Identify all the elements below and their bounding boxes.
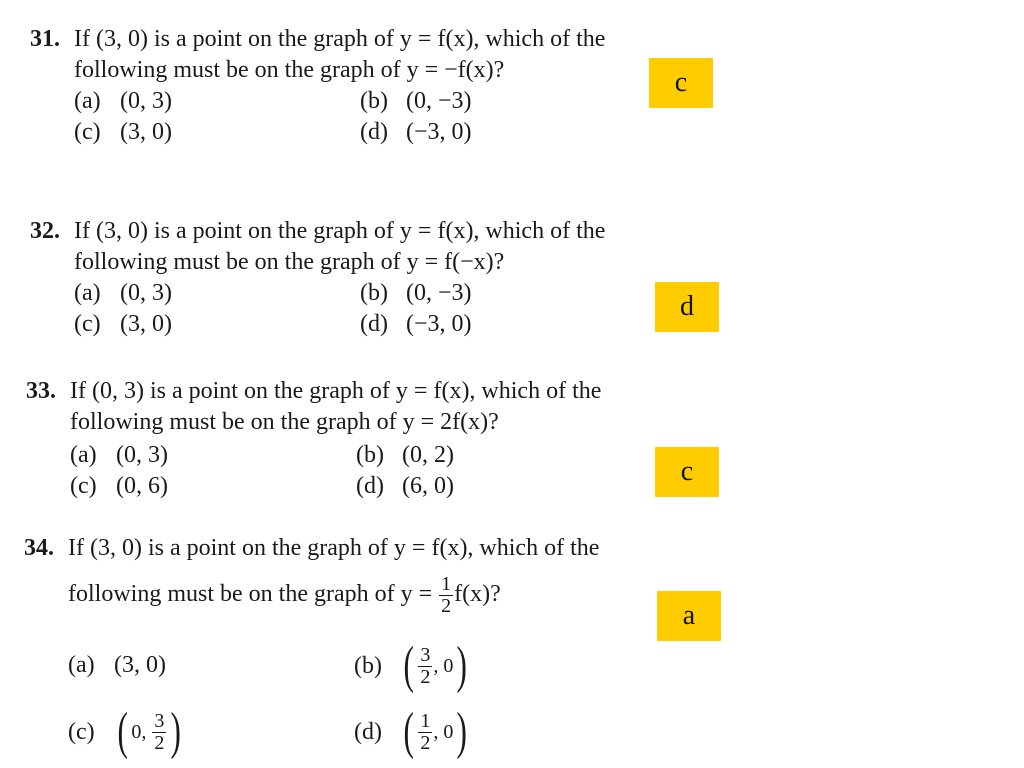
option-34-c xyxy=(68,703,185,760)
option-label: (c) xyxy=(68,718,95,745)
option-34-d xyxy=(354,703,471,760)
option-33-a xyxy=(70,440,168,471)
fraction xyxy=(418,645,432,688)
option-33-c xyxy=(70,471,168,502)
option-value: (0, 3) xyxy=(120,88,172,114)
answer-box-34: a xyxy=(657,591,721,641)
question-number: 33. xyxy=(26,378,56,404)
question-text: If (0, 3) is a point on the graph of y = f(x), which of the xyxy=(70,378,602,404)
question-31-line2: following must be on the graph of y = −f(x)? xyxy=(74,57,505,83)
fraction-numerator: 1 xyxy=(420,709,431,732)
option-value: (d) ( $\frac{1}{2}$ , 0 ) xyxy=(354,703,468,760)
option-label: (a) xyxy=(74,280,101,306)
question-33-line1 xyxy=(26,376,601,407)
option-label: (a) xyxy=(70,442,97,468)
option-value: (3, 0) xyxy=(120,311,172,337)
question-32 xyxy=(30,216,605,278)
option-value: (0, 3) xyxy=(116,442,168,468)
question-32-line2: following must be on the graph of y = f(−x)? xyxy=(74,249,505,275)
coordinate: 0 xyxy=(443,654,454,677)
option-31-a xyxy=(74,86,172,117)
fraction-denominator: 2 xyxy=(154,731,165,754)
option-label: (c) xyxy=(70,473,97,499)
question-number: 32. xyxy=(30,218,60,244)
option-label: (c) xyxy=(74,311,101,337)
question-text: f(x)? xyxy=(454,581,501,607)
option-value: (b) ( $\frac{3}{2}$ , 0 ) xyxy=(354,637,468,694)
fraction-denominator: 2 xyxy=(441,594,452,617)
option-34-a xyxy=(68,650,166,681)
option-32-d xyxy=(360,309,472,340)
question-number: 34. xyxy=(24,535,54,561)
question-text: If (3, 0) is a point on the graph of y = f(x), which of the xyxy=(74,26,606,52)
option-value: (0, −3) xyxy=(406,88,472,114)
option-33-d xyxy=(356,471,454,502)
option-label: (a) xyxy=(74,88,101,114)
option-value: (−3, 0) xyxy=(406,311,472,337)
option-label: (d) xyxy=(354,718,382,745)
option-label: (d) xyxy=(360,311,388,337)
question-34-line2 xyxy=(68,568,501,620)
option-value: (0, 3) xyxy=(120,280,172,306)
left-paren: ( xyxy=(403,703,414,760)
option-label: (b) xyxy=(360,88,388,114)
option-label: (a) xyxy=(68,652,95,678)
fraction-denominator: 2 xyxy=(420,665,431,688)
coordinate: 0 xyxy=(443,720,454,743)
question-34 xyxy=(24,533,599,564)
question-33-line2: following must be on the graph of y = 2f(x)? xyxy=(70,409,499,435)
option-32-a xyxy=(74,278,172,309)
option-value: (3, 0) xyxy=(120,119,172,145)
option-31-b xyxy=(360,86,472,117)
question-34-line1 xyxy=(24,533,599,564)
option-value: (0, 6) xyxy=(116,473,168,499)
answer-box-33: c xyxy=(655,447,719,497)
option-label: (b) xyxy=(356,442,384,468)
question-number: 31. xyxy=(30,26,60,52)
option-value: (c) ( 0 , $\frac{3}{2}$ ) xyxy=(68,703,182,760)
question-text: If (3, 0) is a point on the graph of y = f(x), which of the xyxy=(74,218,606,244)
question-text: following must be on the graph of y = xyxy=(68,581,433,607)
answer-box-31: c xyxy=(649,58,713,108)
option-value: (−3, 0) xyxy=(406,119,472,145)
option-label: (c) xyxy=(74,119,101,145)
fraction-denominator: 2 xyxy=(420,731,431,754)
left-paren: ( xyxy=(403,637,414,694)
option-label: (d) xyxy=(360,119,388,145)
fraction-numerator: 1 xyxy=(441,572,452,595)
option-31-d xyxy=(360,117,472,148)
option-value: (3, 0) xyxy=(114,652,166,678)
option-34-b xyxy=(354,637,471,694)
question-31 xyxy=(30,24,605,86)
fraction-numerator: 3 xyxy=(420,643,431,666)
option-value: (0, 2) xyxy=(402,442,454,468)
right-paren: ) xyxy=(456,637,468,694)
option-32-c xyxy=(74,309,172,340)
answer-box-32: d xyxy=(655,282,719,332)
option-value: (0, −3) xyxy=(406,280,472,306)
option-label: (b) xyxy=(354,652,382,679)
option-value: (6, 0) xyxy=(402,473,454,499)
question-text: If (3, 0) is a point on the graph of y = f(x), which of the xyxy=(68,535,600,561)
option-33-b xyxy=(356,440,454,471)
fraction xyxy=(152,711,166,754)
fraction xyxy=(418,711,432,754)
question-33 xyxy=(26,376,601,438)
option-32-b xyxy=(360,278,472,309)
fraction xyxy=(439,574,453,617)
question-31-line1 xyxy=(30,24,605,55)
left-paren: ( xyxy=(117,703,128,760)
option-31-c xyxy=(74,117,172,148)
question-32-line1 xyxy=(30,216,605,247)
option-label: (b) xyxy=(360,280,388,306)
right-paren: ) xyxy=(170,703,182,760)
fraction-numerator: 3 xyxy=(154,709,165,732)
coordinate: 0 xyxy=(131,720,142,743)
right-paren: ) xyxy=(456,703,468,760)
option-label: (d) xyxy=(356,473,384,499)
